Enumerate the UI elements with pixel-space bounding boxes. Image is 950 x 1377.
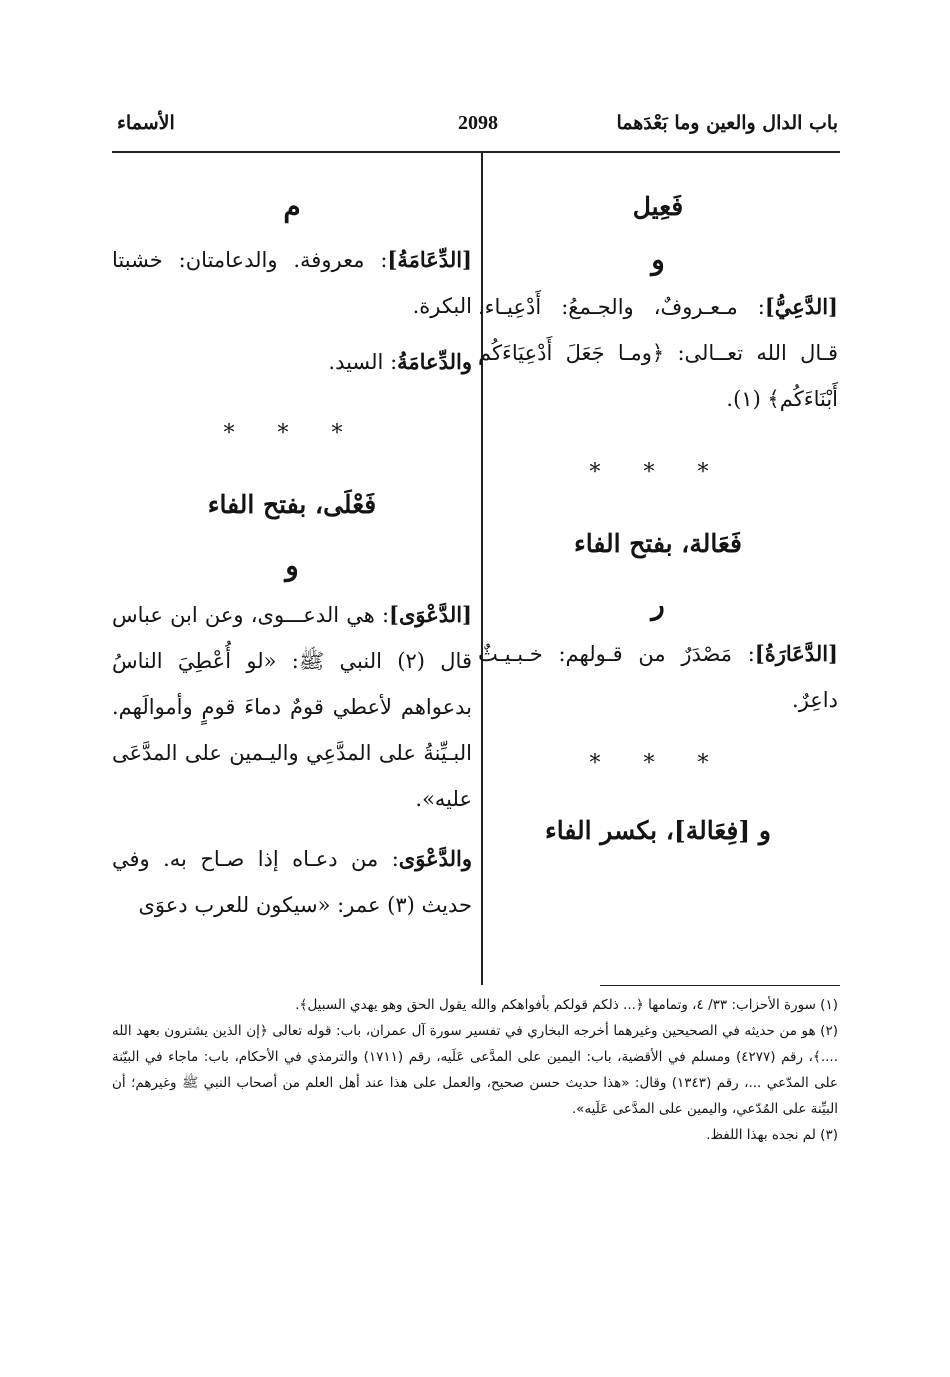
root-letter: م xyxy=(283,190,301,223)
footnote: (١) سورة الأحزاب: ٣٣/ ٤، وتمامها ﴿... ذلكم قولكم بأفواهكم والله يقول الحق وهو يهدي السبيل﴾. xyxy=(295,997,838,1013)
entry-text: : هي الدعـــوى، وعن ابن عباس قال (٢) النبي ﷺ: «لو أُعْطِيَ الناسُ بدعواهم لأعطي قومٌ دماءَ قومٍ وأموالَهم. البـيِّنةُ على المدَّعِي واليـمين على المدَّعَى عليه». xyxy=(112,603,472,811)
pattern-heading: فَعْلَى، بفتح الفاء xyxy=(207,490,377,519)
entry-lead: [الدِّعَامَةُ] xyxy=(387,247,472,272)
entry-text: : السيد. xyxy=(328,350,398,374)
entry-paragraph xyxy=(478,284,838,422)
left-column xyxy=(112,186,472,928)
pattern-heading: فَعِيل xyxy=(632,192,684,221)
right-column xyxy=(478,186,838,845)
root-letter: ر xyxy=(651,588,665,621)
footnote: (٣) لم نجده بهذا اللفظ. xyxy=(706,1127,838,1143)
entry-text: : مَصْدَرٌ من قـولهم: خـبـيـثٌ داعِرٌ. xyxy=(478,642,838,712)
entry-lead: [الدَّعَارَةُ] xyxy=(754,641,838,666)
footnote: (٢) هو من حديثه في الصحيحين وغيرهما أخرجه البخاري في تفسير سورة آل عمران، باب: قوله تعالى ﴿إن الذين يشترون بعهد الله ....﴾، رقم (٤٢٧٧) ومسلم في الأقضية، باب: اليمين على المدَّعى عَلَيه، رقم (١٧١١) والترمذي في الأحكام، باب: ماجاء في البيّنة على المدّعي ...، رقم (١٣٤٣) وقال: «هذا حديث حسن صحيح، والعمل على هذا عند أهل العلم من أصحاب النبي ﷺ وغيرهم؛ أن البيِّنة على المُدّعي، واليمين على المدَّعى عَلَيه». xyxy=(112,1023,838,1117)
entry-lead: [الدَّعْوَى] xyxy=(389,602,472,627)
entry-lead: [الدَّعِيُّ] xyxy=(764,294,838,319)
entry-text: : من دعـاه إذا صـاح به. وفي حديث (٣) عمر: «سيكون للعرب دعوَى xyxy=(112,847,472,917)
entry-lead: والدِّعامَةُ xyxy=(397,349,472,374)
entry-text: : معروفة. والدعامتان: خشبتا البكرة. xyxy=(112,248,472,318)
pattern-heading: و [فِعَالة]، بكسر الفاء xyxy=(544,816,771,845)
entry-text: : مـعـروفٌ، والجـمعُ: أَدْعِيـاء. قـال الله تعــالى: ﴿ومـا جَعَلَ أَدْعِيَاءَكُم أَبْنَاءَكُم﴾ (١). xyxy=(478,295,838,411)
section-separator: * * * xyxy=(589,751,727,776)
header-rule xyxy=(112,151,840,153)
entry-paragraph xyxy=(112,237,472,329)
entry-paragraph xyxy=(112,339,472,385)
section-title: الأسماء xyxy=(117,112,175,134)
section-separator: * * * xyxy=(223,421,361,446)
entry-lead: والدَّعْوَى xyxy=(398,846,472,871)
root-letter: و xyxy=(651,243,665,276)
footnote-rule xyxy=(600,985,840,986)
entry-paragraph xyxy=(112,592,472,822)
section-separator: * * * xyxy=(589,460,727,485)
footnotes xyxy=(112,992,838,1148)
pattern-heading: فَعَالة، بفتح الفاء xyxy=(574,529,742,558)
entry-paragraph xyxy=(478,631,838,723)
root-letter: و xyxy=(285,549,299,582)
entry-paragraph xyxy=(112,836,472,928)
chapter-title: باب الدال والعين وما بَعْدَهما xyxy=(616,112,838,134)
page-number: 2098 xyxy=(458,112,498,134)
